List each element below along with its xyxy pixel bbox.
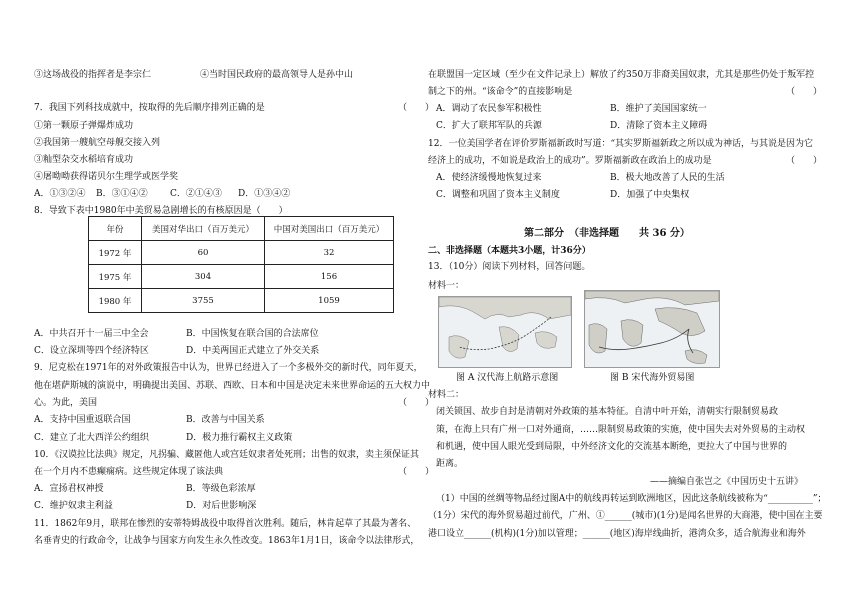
left-text-line-l13b: D．极力推行霸权主义政策 xyxy=(186,433,293,443)
left-text-line-l7b: B．中国恢复在联合国的合法席位 xyxy=(186,329,319,339)
left-text-line-l19: 名垂青史的行政命令，让战争与国家方向发生永久性改变。1863年1月1日，该命令以法律形式， xyxy=(34,536,420,546)
q11-answer-paren: （ ） xyxy=(786,87,823,97)
left-text-line-l0: ③这场战役的指挥者是李宗仁 xyxy=(34,70,152,80)
q7-answer-paren: （ ） xyxy=(398,103,435,113)
map-a-image xyxy=(438,296,572,368)
right-text-line-r15: ——摘编自张岂之《中国历史十五讲》 xyxy=(650,477,804,487)
table-cell: 1972 年 xyxy=(89,241,142,265)
left-text-line-l1: 7．我国下列科技成就中，按取得的先后顺序排列正确的是 xyxy=(34,103,265,113)
left-text-line-l12b: B．改善与中国关系 xyxy=(186,415,265,425)
left-text-line-l5: ④屠呦呦获得诺贝尔生理学或医学奖 xyxy=(34,172,179,182)
left-text-line-l15: 在一个月内不患癫痫病。这些规定体现了该法典 xyxy=(34,467,224,477)
right-text-line-r6b: B．极大地改善了人民的生活 xyxy=(610,173,725,183)
q12-answer-paren: （ ） xyxy=(786,156,823,166)
left-text-line-l8: C．设立深圳等四个经济特区 xyxy=(34,346,149,356)
left-text-line-l10: 他在堪萨斯城的演说中，明确提出美国、苏联、西欧、日本和中国是决定未来世界命运的五大权力中 xyxy=(34,381,431,391)
right-text-line-r14: 距离。 xyxy=(436,459,464,469)
right-text-line-r13: 和机遇，使中国人眼光受到局限，中外经济文化的交流基本断绝，更拉大了中国与世界的 xyxy=(436,442,788,452)
table-header-cell: 美国对华出口（百万美元） xyxy=(142,217,265,241)
table-header-row xyxy=(89,217,394,241)
right-text-line-r9: 材料一： xyxy=(428,281,465,291)
q7-option-b: B．③①④② xyxy=(96,189,148,199)
left-text-line-l18: 11．1862年9月，联邦在惨烈的安蒂特姆战役中取得首次胜利。随后，林肯起草了其最为著名、 xyxy=(34,519,417,529)
section-subtitle: 二、非选择题（本题共3小题，计36分） xyxy=(428,246,591,256)
table-row xyxy=(89,289,394,313)
left-text-line-l17b: D．对后世影响深 xyxy=(186,501,257,511)
left-text-line-l0b: ④当时国民政府的最高领导人是孙中山 xyxy=(200,70,354,80)
right-text-line-r10: 材料二： xyxy=(428,390,465,400)
table-cell: 304 xyxy=(142,265,265,289)
table-row xyxy=(89,241,394,265)
right-text-line-r18: 港口设立______(机构)(1分)加以管理；______(地区)海岸线曲折，港湾众多，适合航海业和海外 xyxy=(428,529,806,539)
right-text-line-r2b: B．维护了美国国家统一 xyxy=(610,104,707,114)
map-a-graphic xyxy=(439,297,571,367)
right-text-line-r6: A．使经济缓慢地恢复过来 xyxy=(436,173,542,183)
right-text-line-r8: 13．（10分）阅读下列材料，回答问题。 xyxy=(428,262,591,272)
trade-table xyxy=(88,216,394,313)
left-text-line-l9: 9．尼克松在1971年的对外政策报告中认为，世界已经进入了一个多极外交的新时代，同年夏天， xyxy=(34,363,423,373)
table-cell: 1059 xyxy=(265,289,394,313)
left-text-line-l2: ①第一颗原子弹爆炸成功 xyxy=(34,121,134,131)
left-text-line-l8b: D．中美两国正式建立了外交关系 xyxy=(186,346,320,356)
left-text-line-l12: A．支持中国重返联合国 xyxy=(34,415,131,425)
left-text-line-l16b: B．等级色彩浓厚 xyxy=(186,484,256,494)
table-header-cell: 年份 xyxy=(89,217,142,241)
left-text-line-l14: 10．《汉谟拉比法典》规定，凡拐骗、藏匿他人或宫廷奴隶者处死刑；出售的奴隶，卖主须保证其 xyxy=(34,450,419,460)
left-text-line-l17: C．维护奴隶主利益 xyxy=(34,501,113,511)
table-cell: 32 xyxy=(265,241,394,265)
q7-option-c: C．②①④③ xyxy=(170,189,222,199)
right-text-line-r4: 12．一位美国学者在评价罗斯福新政时写道：“其实罗斯福新政之所以成为神话，与其说是因为它 xyxy=(428,139,814,149)
section-title: 第二部分 （非选择题 共 36 分） xyxy=(524,228,690,239)
table-cell: 1980 年 xyxy=(89,289,142,313)
map-b-graphic xyxy=(585,291,719,367)
table-cell: 3755 xyxy=(142,289,265,313)
q10-answer-paren: （ ） xyxy=(398,467,435,477)
map-a-caption: 图 A 汉代海上航路示意图 xyxy=(456,373,559,383)
q7-option-d: D．①③④② xyxy=(238,189,291,199)
right-text-line-r5: 经济上的成功，不如说是政治上的成功”。罗斯福新政在政治上的成功是 xyxy=(428,156,712,166)
map-b-image xyxy=(584,290,720,368)
right-text-line-r7b: D．加强了中央集权 xyxy=(610,190,690,200)
map-b-caption: 图 B 宋代海外贸易图 xyxy=(610,373,695,383)
table-cell: 156 xyxy=(265,265,394,289)
right-text-line-r0: 在联盟国一定区域（至少在文件记录上）解放了约350万非裔美国奴隶，尤其是那些仍处于叛军控 xyxy=(428,70,815,80)
left-text-line-l3: ②我国第一艘航空母舰交接入列 xyxy=(34,138,161,148)
left-text-line-l13: C．建立了北大西洋公约组织 xyxy=(34,433,149,443)
left-text-line-l16: A．宣扬君权神授 xyxy=(34,484,104,494)
right-text-line-r12: 策，在海上只有广州一口对外通商，……限制贸易政策的实施，使中国失去对外贸易的主动权 xyxy=(436,425,806,435)
q9-answer-paren: （ ） xyxy=(398,398,435,408)
right-text-line-r1: 制之下的州。“该命令”的直接影响是 xyxy=(428,87,573,97)
right-text-line-r7: C．调整和巩固了资本主义制度 xyxy=(436,190,560,200)
left-text-line-l6: 8．导致下表中1980年中美贸易急剧增长的有核原因是（ ） xyxy=(34,206,288,216)
q7-option-a: A．①③②④ xyxy=(34,189,86,199)
table-cell: 60 xyxy=(142,241,265,265)
left-text-line-l11: 心。为此，美国 xyxy=(34,398,98,408)
table-header-cell: 中国对美国出口（百万美元） xyxy=(265,217,394,241)
right-text-line-r11: 闭关锁国、故步自封是清朝对外政策的基本特征。自清中叶开始，清朝实行限制贸易政 xyxy=(436,407,779,417)
left-text-line-l4: ③籼型杂交水稻培育成功 xyxy=(34,155,134,165)
right-text-line-r17: （1分）宋代的海外贸易超过前代，广州、①______(城市)(1分)是闻名世界的大商港，使中国在主要 xyxy=(428,511,823,521)
table-row xyxy=(89,265,394,289)
right-text-line-r16: （1）中国的丝绸等物品经过图A中的航线再转运到欧洲地区，因此这条航线被称为“__________”； xyxy=(436,494,827,504)
right-text-line-r2: A．调动了农民参军积极性 xyxy=(436,104,542,114)
table-cell: 1975 年 xyxy=(89,265,142,289)
right-text-line-r3: C．扩大了联邦军队的兵源 xyxy=(436,121,542,131)
right-text-line-r3b: D．清除了资本主义障碍 xyxy=(610,121,708,131)
left-text-line-l7: A．中共召开十一届三中全会 xyxy=(34,329,149,339)
